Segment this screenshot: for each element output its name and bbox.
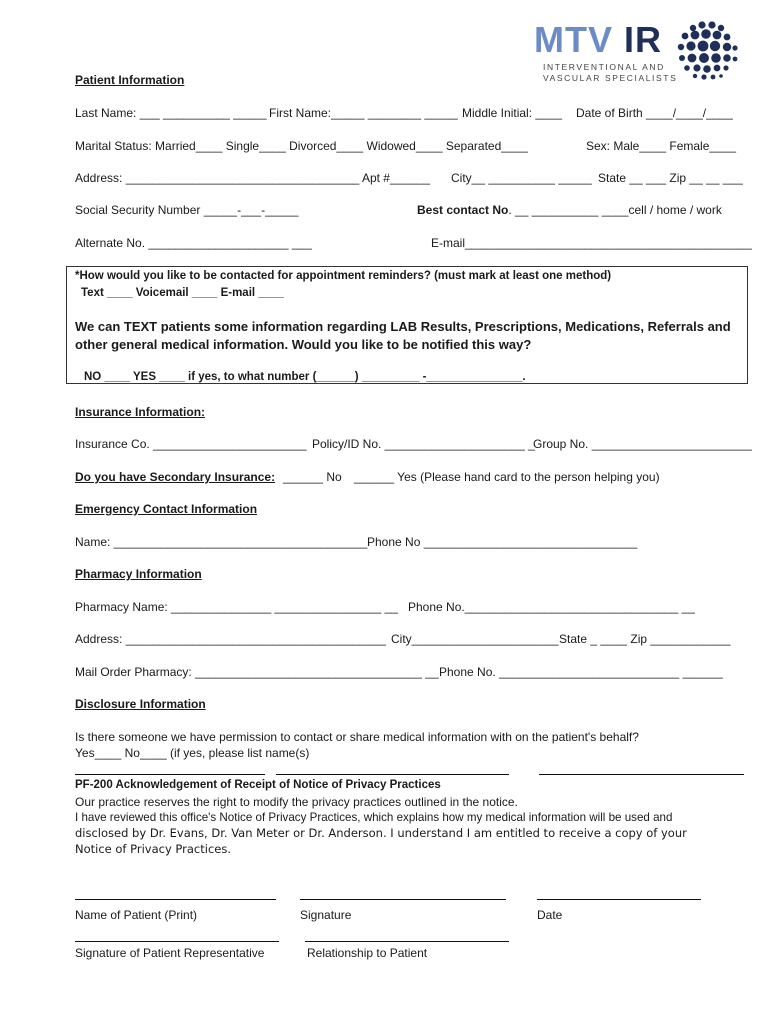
representative-signature-line[interactable] [75, 941, 279, 942]
city-field[interactable]: City__ __________ _____ [451, 171, 592, 185]
disclosure-name-line-3[interactable] [539, 774, 744, 775]
best-contact-field[interactable] [417, 203, 722, 217]
insurance-company-field[interactable]: Insurance Co. _______________________ [75, 437, 307, 451]
pharmacy-name-field[interactable]: Pharmacy Name: _______________ ________________ __ [75, 600, 398, 614]
disclosure-name-line-1[interactable] [75, 774, 265, 775]
contact-method-question: *How would you like to be contacted for appointment reminders? (must mark at least one method) [75, 270, 612, 282]
middle-initial-field[interactable]: Middle Initial: ____ [462, 106, 563, 120]
best-contact-options: . __ __________ ____cell / home / work [508, 203, 722, 217]
secondary-insurance-yes[interactable]: ______ Yes (Please hand card to the person helping you) [354, 470, 660, 484]
pharmacy-state-zip-field[interactable]: State _ ____ Zip ____________ [559, 632, 731, 646]
alternate-number-field[interactable]: Alternate No. _____________________ ___ [75, 236, 312, 250]
text-opt-in-field[interactable]: NO ____ YES ____ if yes, to what number (______) _________ -_______________. [84, 371, 526, 383]
secondary-insurance-label: Do you have Secondary Insurance: [75, 470, 276, 484]
dob-field[interactable]: Date of Birth ____/____/____ [576, 106, 733, 120]
date-label: Date [537, 908, 563, 922]
contact-method-options[interactable]: Text ____ Voicemail ____ E-mail ____ [81, 287, 284, 299]
pharmacy-city-field[interactable]: City______________________ [391, 632, 559, 646]
last-name-field[interactable]: Last Name: ___ __________ _____ [75, 106, 267, 120]
patient-name-label: Name of Patient (Print) [75, 908, 198, 922]
privacy-line-2: I have reviewed this office's Notice of Privacy Practices, which explains how my medical information will be used and [75, 811, 673, 824]
pharmacy-heading: Pharmacy Information [75, 567, 202, 581]
sex-field[interactable]: Sex: Male____ Female____ [586, 139, 737, 153]
text-notice-line-2: other general medical information. Would you like to be notified this way? [75, 337, 532, 352]
secondary-insurance-no[interactable]: ______ No [283, 470, 342, 484]
disclosure-question: Is there someone we have permission to contact or share medical information with on the patient's behalf? [75, 730, 639, 744]
emergency-phone-field[interactable]: Phone No ________________________________ [367, 535, 638, 549]
relationship-line[interactable] [305, 941, 509, 942]
emergency-contact-heading: Emergency Contact Information [75, 502, 258, 516]
representative-signature-label: Signature of Patient Representative [75, 946, 265, 960]
logo-wordmark: MTV IR [534, 19, 663, 60]
relationship-label: Relationship to Patient [307, 946, 428, 960]
pharmacy-address-field[interactable]: Address: _______________________________________ [75, 632, 386, 646]
email-field[interactable]: E-mail___________________________________________ [431, 236, 752, 250]
pharmacy-phone-field[interactable]: Phone No.________________________________ __ [408, 600, 695, 614]
patient-info-heading: Patient Information [75, 73, 185, 87]
privacy-line-1: Our practice reserves the right to modify the privacy practices outlined in the notice. [75, 795, 518, 809]
text-notice-line-1: We can TEXT patients some information regarding LAB Results, Prescriptions, Medications, Referrals and [75, 319, 731, 334]
policy-id-field[interactable]: Policy/ID No. _____________________ _ [312, 437, 535, 451]
privacy-heading: PF-200 Acknowledgement of Receipt of Notice of Privacy Practices [75, 779, 441, 791]
first-name-field[interactable]: First Name:_____ ________ _____ [269, 106, 458, 120]
group-number-field[interactable]: Group No. ________________________ [533, 437, 752, 451]
privacy-line-4: Notice of Privacy Practices. [75, 842, 232, 856]
practice-logo [534, 20, 739, 82]
logo-subtitle-1: INTERVENTIONAL AND [543, 62, 665, 72]
mail-order-phone-field[interactable]: Phone No. ___________________________ ______ [439, 665, 723, 679]
patient-name-line[interactable] [75, 899, 276, 900]
marital-status-field[interactable]: Marital Status: Married____ Single____ Divorced____ Widowed____ Separated____ [75, 139, 528, 153]
state-zip-field[interactable]: State __ ___ Zip __ __ ___ [598, 171, 743, 185]
emergency-name-field[interactable]: Name: ______________________________________ [75, 535, 368, 549]
ssn-field[interactable]: Social Security Number _____-___-_____ [75, 203, 299, 217]
signature-line[interactable] [300, 899, 506, 900]
disclosure-name-line-2[interactable] [276, 774, 509, 775]
insurance-heading: Insurance Information: [75, 405, 206, 419]
date-line[interactable] [537, 899, 701, 900]
logo-subtitle-2: VASCULAR SPECIALISTS [543, 73, 678, 83]
privacy-line-3: disclosed by Dr. Evans, Dr. Van Meter or Dr. Anderson. I understand I am entitled to receive a copy of your [75, 826, 687, 840]
circle-dots-logo-icon [675, 20, 739, 82]
disclosure-heading: Disclosure Information [75, 697, 206, 711]
signature-label: Signature [300, 908, 352, 922]
mail-order-pharmacy-field[interactable]: Mail Order Pharmacy: __________________________________ __ [75, 665, 439, 679]
disclosure-yes-no-field[interactable]: Yes____ No____ (if yes, please list name(s) [75, 746, 310, 760]
best-contact-label: Best contact No [417, 203, 509, 217]
address-field[interactable]: Address: ___________________________________ Apt #______ [75, 171, 431, 185]
